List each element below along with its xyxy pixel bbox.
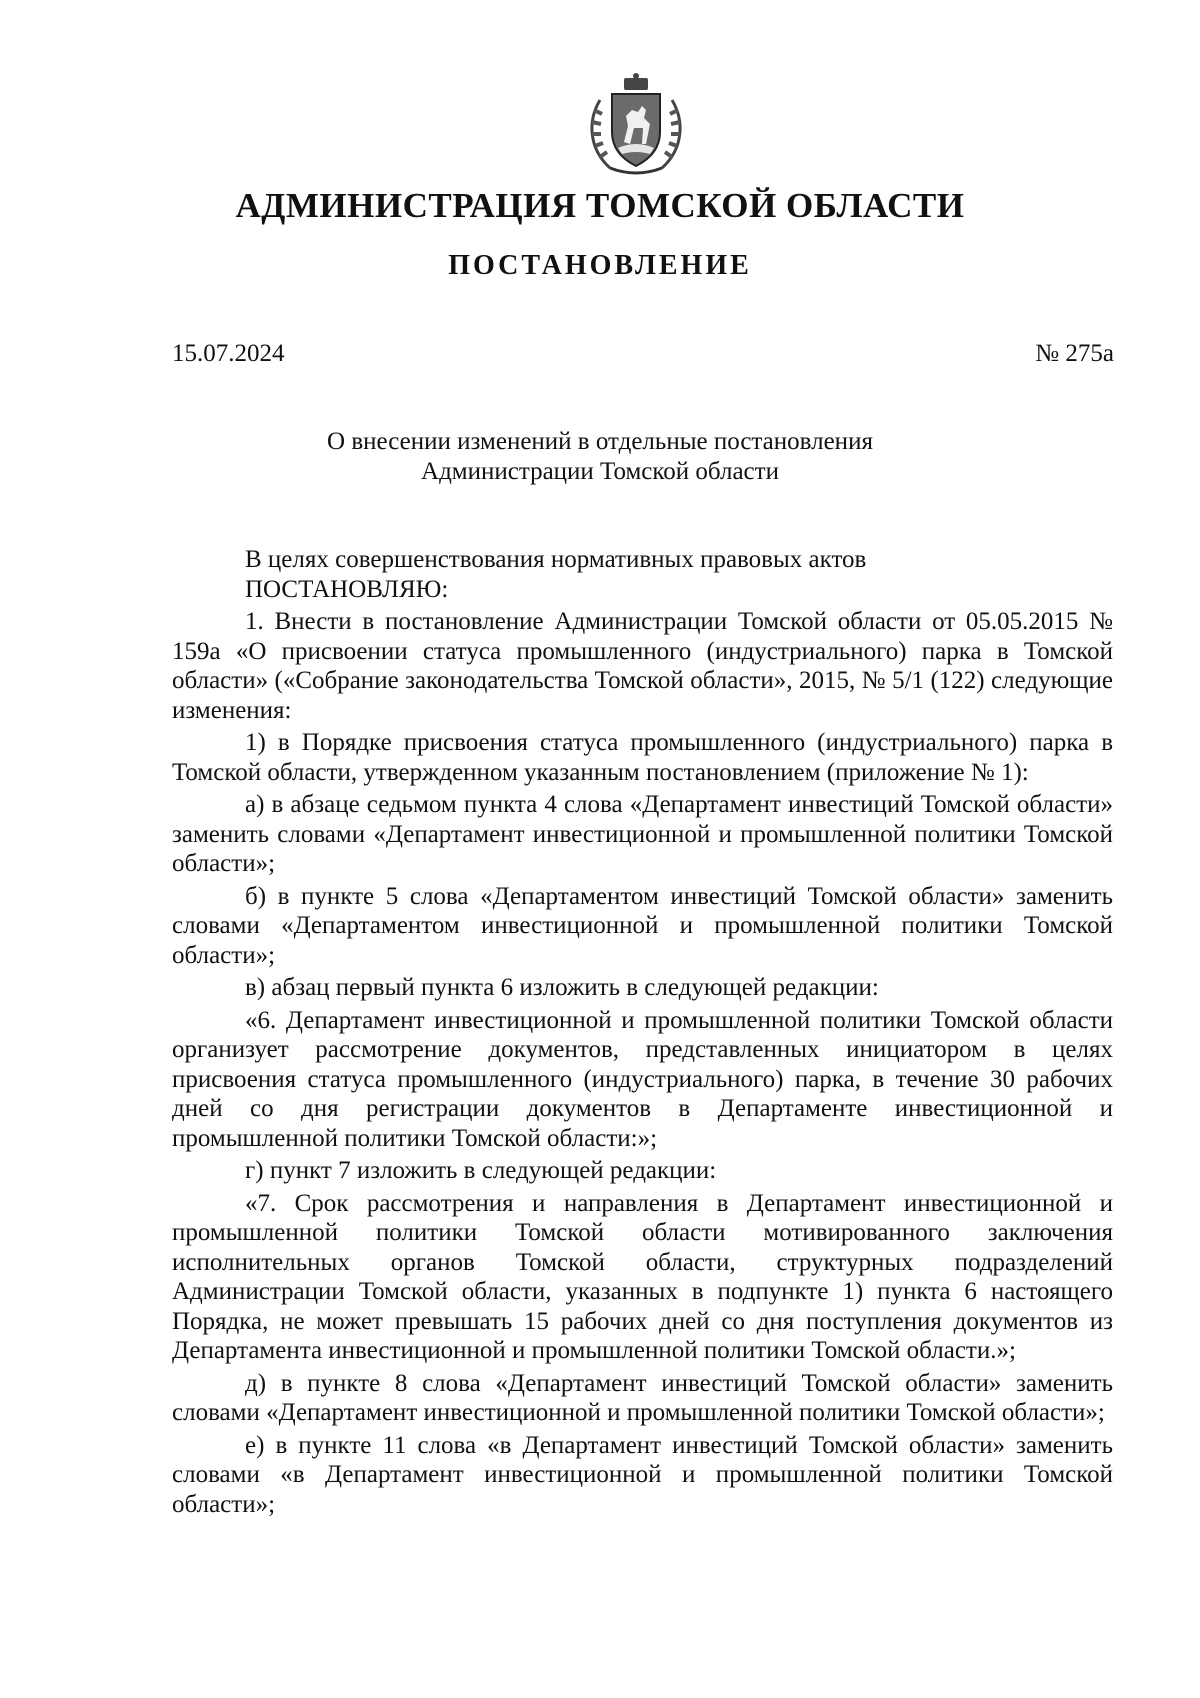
organization-title: АДМИНИСТРАЦИЯ ТОМСКОЙ ОБЛАСТИ [235,186,965,225]
document-number: № 275а [1035,340,1114,367]
body-paragraph: д) в пункте 8 слова «Департамент инвестиций Томской области» заменить словами «Департамент инвестиционной и промышленной политики Томской области»; [172,1369,1113,1426]
body-paragraph: в) абзац первый пункта 6 изложить в следующей редакции: [245,974,879,1001]
document-date: 15.07.2024 [172,340,285,367]
body-paragraph: 1) в Порядке присвоения статуса промышленного (индустриального) парка в Томской области, утвержденном указанным постановлением (приложение № 1): [172,729,1113,786]
body-paragraph: г) пункт 7 изложить в следующей редакции: [245,1157,717,1184]
body-paragraph: «7. Срок рассмотрения и направления в Департамент инвестиционной и промышленной политики Томской области мотивированного заключения исполнительных органов Томской области, структурных подразделений Администрации Томской области, указанных в подпункте 1) пункта 6 настоящего Порядка, не может превышать 15 рабочих дней со дня поступления документов из Департамента инвестиционной и промышленной политики Томской области.»; [172,1189,1113,1364]
resolve-paragraph: ПОСТАНОВЛЯЮ: [245,575,449,603]
document-type-heading: ПОСТАНОВЛЕНИЕ [448,250,752,281]
coat-of-arms-icon [580,70,692,182]
subject-line-1: О внесении изменений в отдельные постановления [327,428,873,455]
coat-of-arms-emblem [580,70,692,182]
body-paragraph: «6. Департамент инвестиционной и промышленной политики Томской области организует рассмотрение документов, представленных инициатором в целях присвоения статуса промышленного (индустриального) парка, в течение 30 рабочих дней со дня регистрации документов в Департаменте инвестиционной и промышленной политики Томской области:»; [172,1006,1113,1152]
body-paragraph: е) в пункте 11 слова «в Департамент инвестиций Томской области» заменить словами «в Департамент инвестиционной и промышленной политики Томской области»; [172,1431,1113,1518]
subject-line-2: Администрации Томской области [421,458,779,485]
body-paragraph: а) в абзаце седьмом пункта 4 слова «Департамент инвестиций Томской области» заменить словами «Департамент инвестиционной и промышленной политики Томской области»; [172,791,1113,877]
preamble-paragraph: В целях совершенствования нормативных правовых актов [245,546,867,573]
document-subject [0,427,1200,487]
body-paragraph: б) в пункте 5 слова «Департаментом инвестиций Томской области» заменить словами «Департаментом инвестиционной и промышленной политики Томской области»; [172,882,1113,969]
body-paragraph: 1. Внести в постановление Администрации Томской области от 05.05.2015 № 159а «О присвоении статуса промышленного (индустриального) парка в Томской области» («Собрание законодательства Томской области», 2015, № 5/1 (122) следующие изменения: [172,608,1113,724]
document-body [172,545,1113,1522]
